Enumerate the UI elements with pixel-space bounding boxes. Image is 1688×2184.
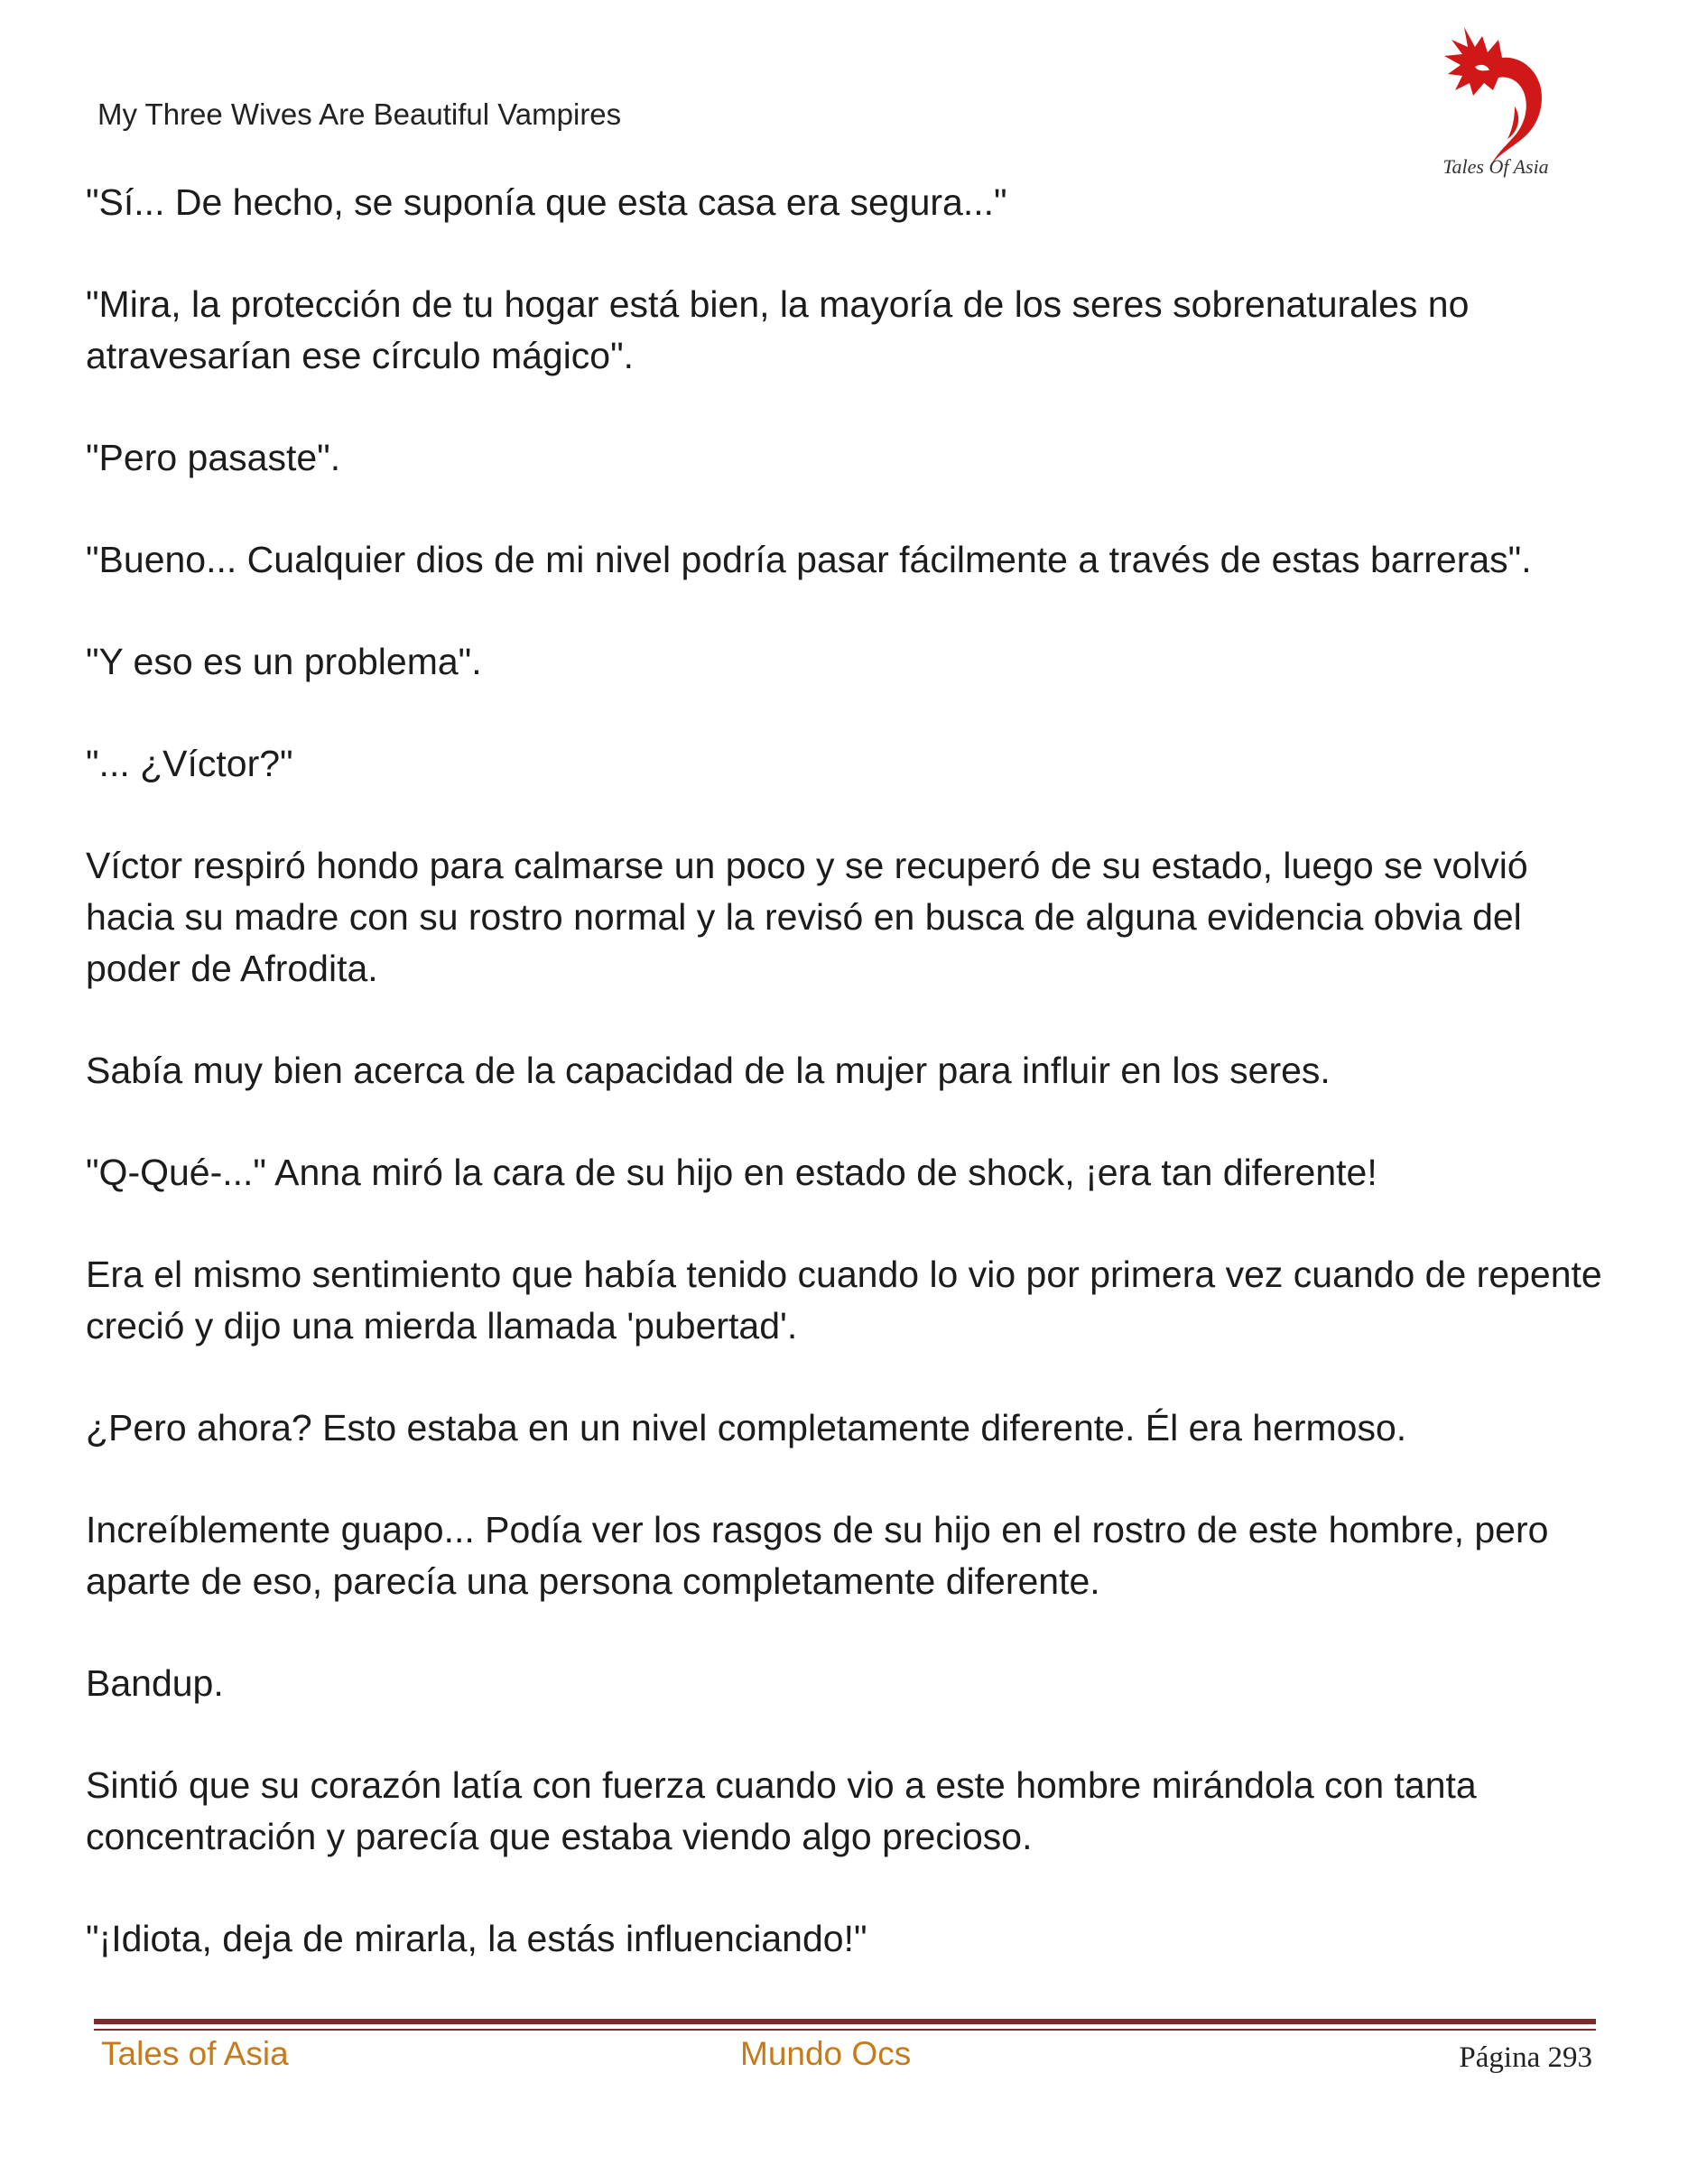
paragraph: "Q-Qué-..." Anna miró la cara de su hijo en estado de shock, ¡era tan diferente! xyxy=(86,1152,1377,1193)
paragraph: "Mira, la protección de tu hogar está bien, la mayoría de los seres sobrenaturales no atravesarían ese círculo mágico". xyxy=(86,283,1470,376)
paragraph: "¡Idiota, deja de mirarla, la estás influenciando!" xyxy=(86,1918,867,1959)
paragraph: "Bueno... Cualquier dios de mi nivel podría pasar fácilmente a través de estas barreras". xyxy=(86,539,1532,580)
paragraph: Bandup. xyxy=(86,1662,224,1704)
book-title: My Three Wives Are Beautiful Vampires xyxy=(97,97,622,131)
paragraph: Sintió que su corazón latía con fuerza cuando vio a este hombre mirándola con tanta concentración y parecía que estaba viendo algo precioso. xyxy=(86,1764,1477,1857)
footer-divider-thin xyxy=(94,2029,1596,2031)
paragraph: Increíblemente guapo... Podía ver los rasgos de su hijo en el rostro de este hombre, pero aparte de eso, parecía una persona completamente diferente. xyxy=(86,1509,1549,1602)
paragraph: "Pero pasaste". xyxy=(86,437,341,478)
paragraph: Víctor respiró hondo para calmarse un poco y se recuperó de su estado, luego se volvió hacia su madre con su rostro normal y la revisó en busca de alguna evidencia obvia del poder de Afrodita. xyxy=(86,845,1528,989)
page-body xyxy=(86,177,1620,2015)
paragraph: Sabía muy bien acerca de la capacidad de la mujer para influir en los seres. xyxy=(86,1050,1331,1091)
paragraph: ¿Pero ahora? Esto estaba en un nivel completamente diferente. Él era hermoso. xyxy=(86,1407,1407,1448)
paragraph: Era el mismo sentimiento que había tenido cuando lo vio por primera vez cuando de repente creció y dijo una mierda llamada 'pubertad'. xyxy=(86,1254,1602,1346)
footer-publisher: Tales of Asia xyxy=(101,2035,289,2072)
paragraph: "Y eso es un problema". xyxy=(86,641,482,682)
dragon-logo-icon xyxy=(1428,20,1563,182)
footer-translator: Mundo Ocs xyxy=(740,2035,912,2072)
logo-text: Tales Of Asia xyxy=(1442,155,1549,178)
paragraph: "Sí... De hecho, se suponía que esta casa era segura..." xyxy=(86,181,1007,223)
footer-divider xyxy=(94,2019,1596,2024)
page-number: Página 293 xyxy=(1459,2041,1592,2074)
paragraph: "... ¿Víctor?" xyxy=(86,743,293,784)
